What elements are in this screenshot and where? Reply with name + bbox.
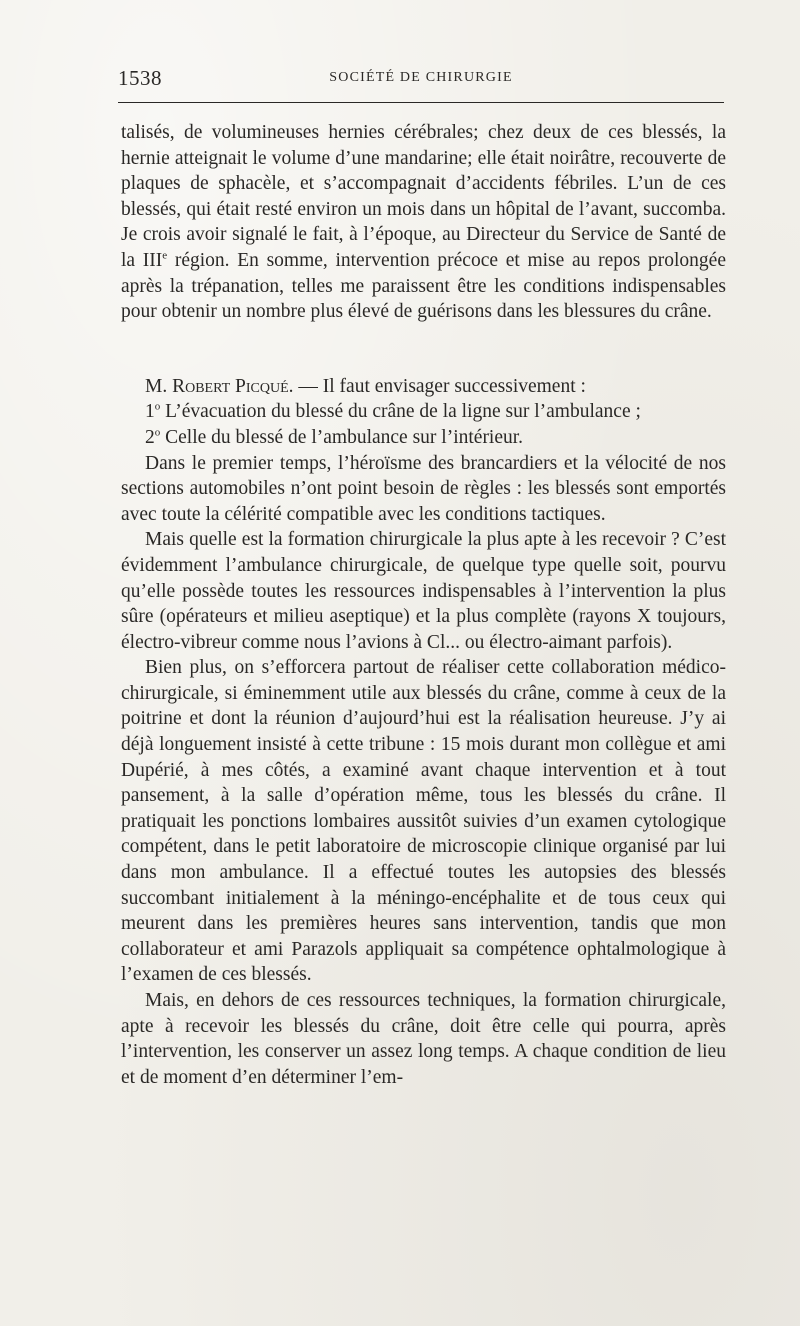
page-header <box>118 66 724 94</box>
body-text <box>121 120 726 1090</box>
page-number: 1538 <box>118 66 162 90</box>
speaker-intro: — Il faut envisager successivement : <box>293 375 586 397</box>
list-item: 1$^o$ L’évacuation du blessé du crâne de la ligne sur l’ambulance ; <box>145 400 641 423</box>
paragraph: Mais, en dehors de ces ressources techniques, la formation chirurgicale, apte à recevoir les blessés du crâne, doit être celle qui pourra, après l’intervention, les conserver un assez long temps. A chaque condition de lieu et de moment d’en déterminer l’em- <box>121 990 726 1088</box>
running-head: SOCIÉTÉ DE CHIRURGIE <box>329 70 513 85</box>
paragraph-continued: talisés, de volumineuses hernies cérébrales; chez deux de ces blessés, la hernie atteignait le volume d’une mandarine; elle était noirâtre, recouverte de plaques de sphacèle, et s’accompagnait d’accidents fébriles. L’un de ces blessés, qui était resté environ un mois dans un hôpital de l’avant, succomba. Je crois avoir signalé le fait, à l’époque, au Directeur du Service de Santé de la IIIe région. En somme, intervention précoce et mise au repos prolongée après la trépanation, telles me paraissent être les conditions indispensables pour obtenir un nombre plus élevé de guérisons dans les blessures du crâne. <box>121 122 726 323</box>
paragraph: Bien plus, on s’efforcera partout de réaliser cette collaboration médico-chirurgicale, si éminemment utile aux blessés du crâne, comme à ceux de la poitrine et dont la réunion d’aujourd’hui est la réalisation heureuse. J’y ai déjà longuement insisté à cette tribune : 15 mois durant mon collègue et ami Dupérié, à mes côtés, a examiné avant chaque intervention et à tout pansement, à la salle d’opération même, tous les blessés du crâne. Il pratiquait les ponctions lombaires aussitôt suivies d’un examen cytologique compétent, dans le petit laboratoire de microscopie clinique organisé par lui dans mon ambulance. Il a effectué toutes les autopsies des blessés succombant initialement à la méningo-encéphalite et de tous ceux qui meurent dans les premières heures sans intervention, tandis que mon collaborateur et ami Parazols appliquait sa compétence ophtalmologique à l’examen de ces blessés. <box>121 657 726 986</box>
paragraph: Mais quelle est la formation chirurgicale la plus apte à les recevoir ? C’est évidemment l’ambulance chirurgicale, de quelque type quelle soit, pourvu qu’elle possède toutes les ressources indispensables à l’intervention la plus sûre (opérateurs et milieu aseptique) et la plus complète (rayons X toujours, électro-vibreur comme nous l’avions à Cl... ou électro-aimant parfois). <box>121 529 726 653</box>
header-rule <box>118 102 724 103</box>
speaker-name: M. Robert Picqué. <box>145 375 294 397</box>
list-item: 2$^o$ Celle du blessé de l’ambulance sur l’intérieur. <box>145 426 524 448</box>
paragraph: Dans le premier temps, l’héroïsme des brancardiers et la vélocité de nos sections automobiles n’ont point besoin de règles : les blessés sont emportés avec toute la célérité compatible avec les conditions tactiques. <box>121 452 726 525</box>
speaker-paragraph <box>121 374 726 400</box>
